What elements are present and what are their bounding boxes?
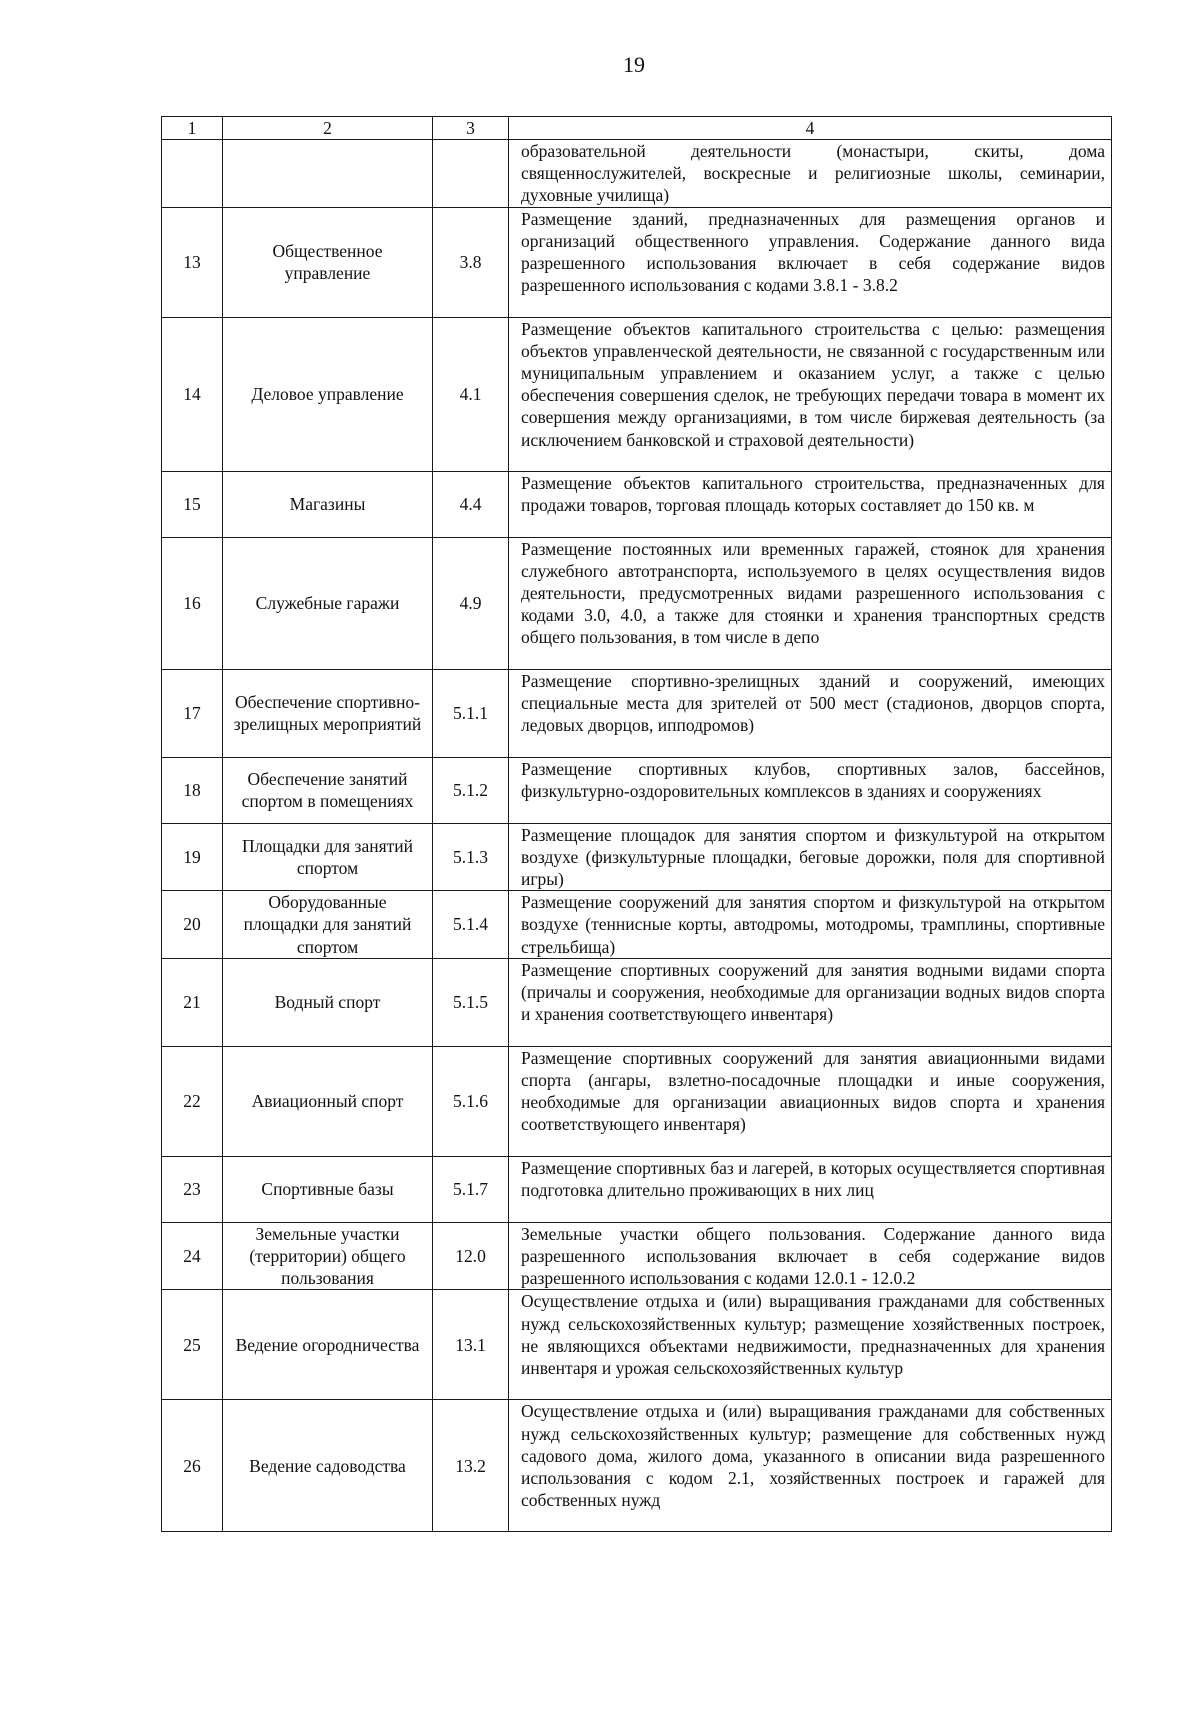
row-number-cell [162,140,223,208]
use-description-cell: Размещение сооружений для занятия спортом и физкультурой на открытом воздухе (теннисные корты, автодромы, мотодромы, трамплины, спортивные стрельбища) [509,891,1112,959]
row-number-cell: 13 [162,207,223,317]
row-number-cell: 24 [162,1222,223,1290]
row-number-cell: 17 [162,669,223,757]
use-description-cell: Размещение площадок для занятия спортом и физкультурой на открытом воздухе (физкультурные площадки, беговые дорожки, поля для спортивной игры) [509,823,1112,891]
use-description-cell: Размещение объектов капитального строительства, предназначенных для продажи товаров, торговая площадь которых составляет до 150 кв. м [509,471,1112,537]
row-number-cell: 25 [162,1290,223,1400]
use-code-cell: 5.1.4 [433,891,509,959]
column-header: 3 [433,117,509,140]
use-description-cell: Размещение спортивных клубов, спортивных залов, бассейнов, физкультурно-оздоровительных комплексов в зданиях и сооружениях [509,757,1112,823]
use-description-cell: Размещение объектов капитального строительства с целью: размещения объектов управленческой деятельности, не связанной с государственным или муниципальным управлением и оказанием услуг, а также с целью обеспечения совершения сделок, не требующих передачи товара в момент их совершения между организациями, в том числе биржевая деятельность (за исключением банковской и страховой деятельности) [509,317,1112,471]
use-code-cell: 5.1.2 [433,757,509,823]
use-name-cell: Деловое управление [223,317,433,471]
table-row [162,757,1112,823]
table-row [162,1222,1112,1290]
use-name-cell: Оборудованные площадки для занятий спортом [223,891,433,959]
use-code-cell: 13.1 [433,1290,509,1400]
row-number-cell: 14 [162,317,223,471]
use-description-cell: Земельные участки общего пользования. Содержание данного вида разрешенного использования включает в себя содержание видов разрешенного использования с кодами 12.0.1 - 12.0.2 [509,1222,1112,1290]
use-code-cell: 4.1 [433,317,509,471]
use-description-cell: Размещение постоянных или временных гаражей, стоянок для хранения служебного автотранспорта, используемого в целях осуществления видов деятельности, предусмотренных видами разрешенного использования с кодами 3.0, 4.0, а также для стоянки и хранения транспортных средств общего пользования, в том числе в депо [509,537,1112,669]
row-number-cell: 15 [162,471,223,537]
use-name-cell [223,140,433,208]
use-code-cell: 3.8 [433,207,509,317]
use-name-cell: Земельные участки (территории) общего пользования [223,1222,433,1290]
table-row [162,317,1112,471]
table-row [162,1400,1112,1532]
table-row [162,1290,1112,1400]
land-use-table [161,116,1112,1532]
row-number-cell: 21 [162,958,223,1046]
use-name-cell: Ведение садоводства [223,1400,433,1532]
use-description-cell: образовательной деятельности (монастыри, скиты, дома священнослужителей, воскресные и религиозные школы, семинарии, духовные училища) [509,140,1112,208]
table-row [162,140,1112,208]
row-number-cell: 26 [162,1400,223,1532]
use-name-cell: Магазины [223,471,433,537]
row-number-cell: 23 [162,1156,223,1222]
use-code-cell: 5.1.5 [433,958,509,1046]
use-name-cell: Обеспечение занятий спортом в помещениях [223,757,433,823]
row-number-cell: 19 [162,823,223,891]
table-row [162,823,1112,891]
column-header: 4 [509,117,1112,140]
table-row [162,669,1112,757]
use-code-cell: 5.1.1 [433,669,509,757]
use-description-cell: Осуществление отдыха и (или) выращивания гражданами для собственных нужд сельскохозяйственных культур; размещение для собственных нужд садового дома, жилого дома, указанного в описании вида разрешенного использования с кодом 2.1, хозяйственных построек и гаражей для собственных нужд [509,1400,1112,1532]
use-code-cell: 5.1.7 [433,1156,509,1222]
use-description-cell: Размещение спортивных сооружений для занятия авиационными видами спорта (ангары, взлетно-посадочные площадки и иные сооружения, необходимые для организации авиационных видов спорта и хранения соответствующего инвентаря) [509,1046,1112,1156]
use-code-cell: 13.2 [433,1400,509,1532]
use-description-cell: Размещение спортивных сооружений для занятия водными видами спорта (причалы и сооружения, необходимые для организации водных видов спорта и хранения соответствующего инвентаря) [509,958,1112,1046]
use-name-cell: Спортивные базы [223,1156,433,1222]
use-code-cell: 12.0 [433,1222,509,1290]
use-description-cell: Осуществление отдыха и (или) выращивания гражданами для собственных нужд сельскохозяйственных культур; размещение хозяйственных построек, не являющихся объектами недвижимости, предназначенных для хранения инвентаря и урожая сельскохозяйственных культур [509,1290,1112,1400]
table-row [162,1156,1112,1222]
use-name-cell: Площадки для занятий спортом [223,823,433,891]
table-row [162,958,1112,1046]
row-number-cell: 18 [162,757,223,823]
row-number-cell: 22 [162,1046,223,1156]
use-code-cell [433,140,509,208]
use-name-cell: Водный спорт [223,958,433,1046]
table-body [162,117,1112,1532]
header-row [162,117,1112,140]
use-name-cell: Служебные гаражи [223,537,433,669]
table-row [162,207,1112,317]
column-header: 2 [223,117,433,140]
page-number: 19 [623,52,645,77]
table-row [162,471,1112,537]
use-description-cell: Размещение спортивно-зрелищных зданий и сооружений, имеющих специальные места для зрителей от 500 мест (стадионов, дворцов спорта, ледовых дворцов, ипподромов) [509,669,1112,757]
table-row [162,891,1112,959]
use-code-cell: 4.9 [433,537,509,669]
row-number-cell: 20 [162,891,223,959]
use-name-cell: Общественное управление [223,207,433,317]
use-description-cell: Размещение спортивных баз и лагерей, в которых осуществляется спортивная подготовка длительно проживающих в них лиц [509,1156,1112,1222]
use-code-cell: 5.1.6 [433,1046,509,1156]
use-name-cell: Ведение огородничества [223,1290,433,1400]
column-header: 1 [162,117,223,140]
table-row [162,1046,1112,1156]
row-number-cell: 16 [162,537,223,669]
use-name-cell: Обеспечение спортивно-зрелищных мероприятий [223,669,433,757]
table-row [162,537,1112,669]
use-description-cell: Размещение зданий, предназначенных для размещения органов и организаций общественного управления. Содержание данного вида разрешенного использования включает в себя содержание видов разрешенного использования с кодами 3.8.1 - 3.8.2 [509,207,1112,317]
use-name-cell: Авиационный спорт [223,1046,433,1156]
use-code-cell: 5.1.3 [433,823,509,891]
use-code-cell: 4.4 [433,471,509,537]
